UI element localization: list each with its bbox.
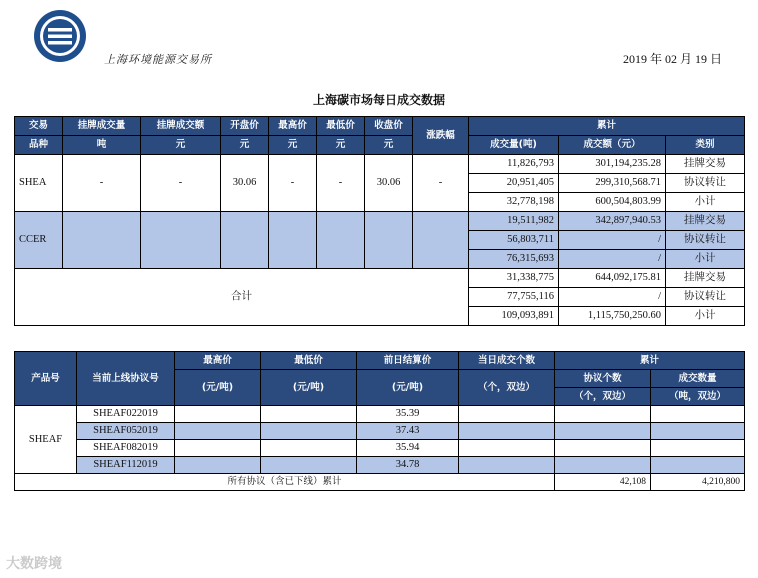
empty-cell [261, 457, 357, 474]
empty-cell [459, 440, 555, 457]
header-cum-amount: 成交额（元） [559, 136, 666, 155]
unit-low: (元/吨) [261, 370, 357, 406]
unit-high: 元 [269, 136, 317, 155]
cum-volume: 31,338,775 [469, 269, 559, 288]
table-row [15, 440, 745, 457]
footer-qty: 4,210,800 [651, 474, 745, 491]
empty-cell [459, 423, 555, 440]
table-row [15, 155, 745, 174]
empty-cell [175, 406, 261, 423]
header-settle: 前日结算价 [357, 352, 459, 370]
cum-volume: 19,511,982 [469, 212, 559, 231]
product-sheaf: SHEAF [15, 406, 77, 474]
empty-cell [261, 440, 357, 457]
contract-id: SHEAF022019 [77, 406, 175, 423]
watermark: 大数跨境 [6, 556, 62, 572]
cum-volume: 20,951,405 [469, 174, 559, 193]
contract-id: SHEAF082019 [77, 440, 175, 457]
table-footer-row [15, 474, 745, 491]
empty-cell [459, 406, 555, 423]
ccer-empty-cell [141, 212, 221, 269]
header-close: 收盘价 [365, 117, 413, 136]
contract-id: SHEAF112019 [77, 457, 175, 474]
header-listed-amount: 挂牌成交额 [141, 117, 221, 136]
header-cum-volume: 成交量(吨) [469, 136, 559, 155]
footer-label: 所有协议（含已下线）累计 [15, 474, 555, 491]
cum-volume: 56,803,711 [469, 231, 559, 250]
daily-trading-table [14, 116, 745, 326]
shea-close: 30.06 [365, 155, 413, 212]
cum-volume: 76,315,693 [469, 250, 559, 269]
unit-open: 元 [221, 136, 269, 155]
cum-amount: 301,194,235.28 [559, 155, 666, 174]
category: 协议转让 [666, 231, 745, 250]
category: 挂牌交易 [666, 155, 745, 174]
header-product: 产品号 [15, 352, 77, 406]
footer-count: 42,108 [555, 474, 651, 491]
header-cumulative: 累计 [555, 352, 745, 370]
empty-cell [651, 423, 745, 440]
product-ccer: CCER [15, 212, 63, 269]
report-date: 2019 年 02 月 19 日 [622, 52, 722, 66]
header-product-bottom: 品种 [15, 136, 63, 155]
settle-price: 34.78 [357, 457, 459, 474]
settle-price: 35.94 [357, 440, 459, 457]
table-row [15, 423, 745, 440]
cum-amount: 600,504,803.99 [559, 193, 666, 212]
header-product-top: 交易 [15, 117, 63, 136]
empty-cell [175, 457, 261, 474]
header-listed-volume: 挂牌成交量 [63, 117, 141, 136]
table-row [15, 457, 745, 474]
shea-listed-volume: - [63, 155, 141, 212]
unit-close: 元 [365, 136, 413, 155]
exchange-brand-name: 上海环境能源交易所 [104, 53, 212, 66]
ccer-empty-cell [317, 212, 365, 269]
contract-id: SHEAF052019 [77, 423, 175, 440]
shea-listed-amount: - [141, 155, 221, 212]
cum-amount: 1,115,750,250.60 [559, 307, 666, 326]
category: 挂牌交易 [666, 269, 745, 288]
empty-cell [651, 440, 745, 457]
header-cumulative: 累计 [469, 117, 745, 136]
unit-listed-volume: 吨 [63, 136, 141, 155]
empty-cell [261, 423, 357, 440]
empty-cell [651, 406, 745, 423]
header-low: 最低价 [261, 352, 357, 370]
empty-cell [555, 406, 651, 423]
header-cum-count: 协议个数 [555, 370, 651, 388]
settle-price: 37.43 [357, 423, 459, 440]
cum-volume: 11,826,793 [469, 155, 559, 174]
ccer-empty-cell [269, 212, 317, 269]
header-category: 类别 [666, 136, 745, 155]
cum-amount: / [559, 231, 666, 250]
unit-high: (元/吨) [175, 370, 261, 406]
header-change: 涨跌幅 [413, 117, 469, 155]
empty-cell [651, 457, 745, 474]
shea-change: - [413, 155, 469, 212]
category: 小计 [666, 250, 745, 269]
category: 小计 [666, 307, 745, 326]
empty-cell [555, 457, 651, 474]
ccer-empty-cell [221, 212, 269, 269]
category: 协议转让 [666, 288, 745, 307]
unit-low: 元 [317, 136, 365, 155]
header-low: 最低价 [317, 117, 365, 136]
shea-low: - [317, 155, 365, 212]
header-high: 最高价 [269, 117, 317, 136]
ccer-empty-cell [365, 212, 413, 269]
empty-cell [555, 423, 651, 440]
unit-day-count: （个，双边） [459, 370, 555, 406]
header-day-count: 当日成交个数 [459, 352, 555, 370]
product-shea: SHEA [15, 155, 63, 212]
cum-amount: 342,897,940.53 [559, 212, 666, 231]
table-row [15, 212, 745, 231]
category: 挂牌交易 [666, 212, 745, 231]
settle-price: 35.39 [357, 406, 459, 423]
header-contract: 当前上线协议号 [77, 352, 175, 406]
empty-cell [175, 423, 261, 440]
cum-volume: 109,093,891 [469, 307, 559, 326]
unit-cum-count: （个，双边） [555, 388, 651, 406]
cum-amount: 299,310,568.71 [559, 174, 666, 193]
category: 协议转让 [666, 174, 745, 193]
empty-cell [175, 440, 261, 457]
header-open: 开盘价 [221, 117, 269, 136]
empty-cell [261, 406, 357, 423]
unit-listed-amount: 元 [141, 136, 221, 155]
cum-amount: 644,092,175.81 [559, 269, 666, 288]
total-label: 合计 [15, 269, 469, 326]
unit-cum-qty: （吨，双边） [651, 388, 745, 406]
futures-contract-table [14, 351, 745, 491]
cum-volume: 77,755,116 [469, 288, 559, 307]
table-row [15, 406, 745, 423]
table-row [15, 269, 745, 288]
cum-volume: 32,778,198 [469, 193, 559, 212]
ccer-empty-cell [63, 212, 141, 269]
shea-high: - [269, 155, 317, 212]
unit-settle: (元/吨) [357, 370, 459, 406]
category: 小计 [666, 193, 745, 212]
page-title: 上海碳市场每日成交数据 [312, 93, 445, 107]
shea-open: 30.06 [221, 155, 269, 212]
exchange-logo-icon [22, 8, 98, 64]
header-high: 最高价 [175, 352, 261, 370]
cum-amount: / [559, 288, 666, 307]
empty-cell [555, 440, 651, 457]
cum-amount: / [559, 250, 666, 269]
empty-cell [459, 457, 555, 474]
header-cum-qty: 成交数量 [651, 370, 745, 388]
ccer-empty-cell [413, 212, 469, 269]
